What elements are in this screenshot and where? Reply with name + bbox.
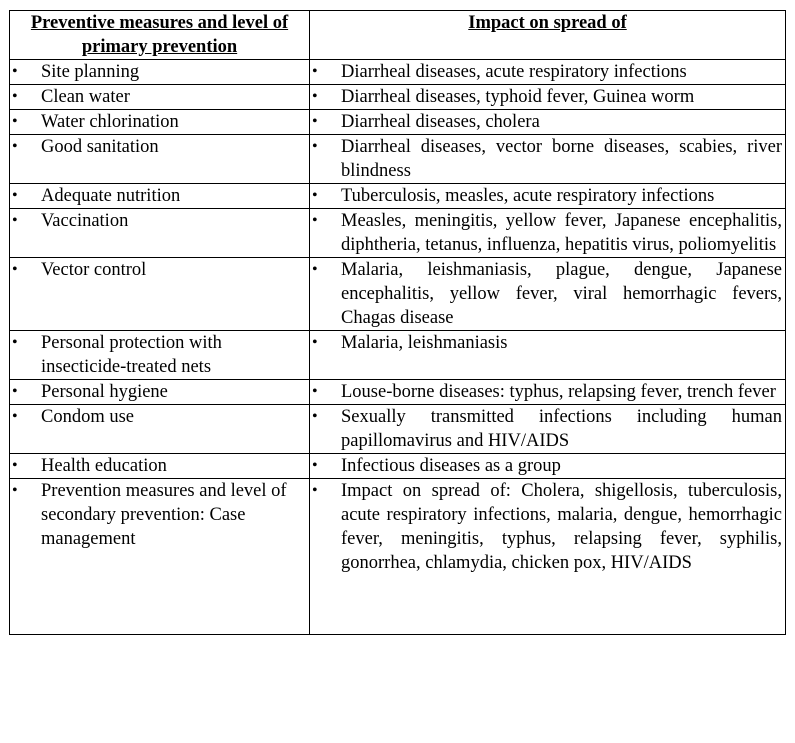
measure-text: Condom use — [41, 407, 135, 427]
header-preventive-measures — [10, 11, 310, 60]
measure-text: Site planning — [41, 62, 140, 82]
bullet-item — [10, 209, 309, 233]
table-row — [10, 454, 786, 479]
bullet-item — [310, 85, 785, 109]
impact-text: Infectious diseases as a group — [341, 456, 561, 476]
bullet-item — [10, 454, 309, 478]
impact-text: Impact on spread of: Cholera, shigellosis, tuberculosis, acute respiratory infections, malaria, dengue, hemorrhagic fever, meningitis, typhus, relapsing fever, syphilis, gonorrhea, chlamydia, chicken pox, HIV/AIDS — [341, 481, 782, 573]
table-row — [10, 405, 786, 454]
bullet-item — [10, 110, 309, 134]
bullet-item — [10, 184, 309, 208]
bullet-icon: • — [312, 138, 318, 155]
measure-cell — [10, 85, 310, 110]
bullet-icon: • — [12, 482, 18, 499]
measure-cell — [10, 209, 310, 258]
bullet-icon: • — [312, 187, 318, 204]
bullet-item — [310, 454, 785, 478]
bullet-item — [10, 479, 309, 551]
table-body — [10, 60, 786, 635]
table-header-row — [10, 11, 786, 60]
bullet-item — [310, 479, 785, 575]
impact-text: Malaria, leishmaniasis — [341, 333, 508, 353]
bullet-icon: • — [12, 334, 18, 351]
table-row — [10, 380, 786, 405]
bullet-icon: • — [312, 212, 318, 229]
bullet-item — [310, 209, 785, 257]
impact-text: Diarrheal diseases, acute respiratory infections — [341, 62, 687, 82]
impact-cell — [310, 258, 786, 331]
table-row — [10, 258, 786, 331]
measure-text: Vaccination — [41, 211, 129, 231]
bullet-icon: • — [12, 457, 18, 474]
bullet-item — [10, 405, 309, 429]
bullet-icon: • — [312, 408, 318, 425]
impact-cell — [310, 454, 786, 479]
bullet-icon: • — [312, 88, 318, 105]
bullet-item — [310, 184, 785, 208]
bullet-icon: • — [312, 113, 318, 130]
bullet-item — [10, 60, 309, 84]
measure-cell — [10, 405, 310, 454]
bullet-icon: • — [12, 63, 18, 80]
measure-text: Personal hygiene — [41, 382, 168, 402]
bullet-icon: • — [12, 261, 18, 278]
bullet-item — [10, 380, 309, 404]
measure-text: Prevention measures and level of secondary prevention: Case management — [41, 481, 287, 549]
measure-text: Clean water — [41, 87, 130, 107]
measure-cell — [10, 184, 310, 209]
impact-text: Sexually transmitted infections including human papillomavirus and HIV/AIDS — [341, 407, 782, 451]
impact-cell — [310, 405, 786, 454]
impact-cell — [310, 184, 786, 209]
bullet-icon: • — [312, 482, 318, 499]
measure-cell — [10, 380, 310, 405]
bullet-item — [10, 135, 309, 159]
bullet-item — [10, 258, 309, 282]
measure-text: Adequate nutrition — [41, 186, 181, 206]
impact-cell — [310, 479, 786, 635]
table-row — [10, 85, 786, 110]
table-row — [10, 209, 786, 258]
impact-cell — [310, 209, 786, 258]
measure-text: Vector control — [41, 260, 147, 280]
measure-cell — [10, 60, 310, 85]
measure-text: Water chlorination — [41, 112, 179, 132]
bullet-icon: • — [12, 383, 18, 400]
bullet-icon: • — [312, 261, 318, 278]
bullet-icon: • — [12, 113, 18, 130]
table-row — [10, 60, 786, 85]
impact-cell — [310, 331, 786, 380]
bullet-icon: • — [312, 383, 318, 400]
impact-text: Louse-borne diseases: typhus, relapsing fever, trench fever — [341, 382, 776, 402]
measure-text: Personal protection with insecticide-treated nets — [41, 333, 222, 377]
impact-text: Tuberculosis, measles, acute respiratory infections — [341, 186, 715, 206]
bullet-item — [10, 85, 309, 109]
table-row — [10, 479, 786, 635]
bullet-icon: • — [12, 187, 18, 204]
table-row — [10, 184, 786, 209]
header-impact-on-spread-label: Impact on spread of — [468, 13, 627, 33]
impact-text: Diarrheal diseases, cholera — [341, 112, 540, 132]
impact-cell — [310, 110, 786, 135]
bullet-item — [310, 380, 785, 404]
bullet-icon: • — [312, 457, 318, 474]
bullet-icon: • — [12, 138, 18, 155]
bullet-icon: • — [12, 212, 18, 229]
bullet-item — [310, 405, 785, 453]
table-row — [10, 135, 786, 184]
header-impact-on-spread — [310, 11, 786, 60]
impact-text: Measles, meningitis, yellow fever, Japanese encephalitis, diphtheria, tetanus, influenza, hepatitis virus, poliomyelitis — [341, 211, 782, 255]
measure-text: Good sanitation — [41, 137, 159, 157]
measure-cell — [10, 454, 310, 479]
bullet-item — [10, 331, 309, 379]
measure-cell — [10, 110, 310, 135]
bullet-item — [310, 110, 785, 134]
measure-cell — [10, 331, 310, 380]
bullet-icon: • — [312, 334, 318, 351]
impact-cell — [310, 85, 786, 110]
bullet-item — [310, 258, 785, 330]
bullet-item — [310, 60, 785, 84]
bullet-item — [310, 331, 785, 355]
impact-cell — [310, 135, 786, 184]
impact-text: Malaria, leishmaniasis, plague, dengue, Japanese encephalitis, yellow fever, viral hemorrhagic fevers, Chagas disease — [341, 260, 782, 328]
bullet-icon: • — [12, 88, 18, 105]
measure-text: Health education — [41, 456, 167, 476]
impact-text: Diarrheal diseases, typhoid fever, Guinea worm — [341, 87, 695, 107]
impact-cell — [310, 380, 786, 405]
bullet-icon: • — [312, 63, 318, 80]
header-preventive-measures-label: Preventive measures and level of primary prevention — [30, 13, 289, 57]
measure-cell — [10, 135, 310, 184]
table-row — [10, 110, 786, 135]
measure-cell — [10, 258, 310, 331]
measure-cell — [10, 479, 310, 635]
table-row — [10, 331, 786, 380]
bullet-icon: • — [12, 408, 18, 425]
bullet-item — [310, 135, 785, 183]
impact-text: Diarrheal diseases, vector borne diseases, scabies, river blindness — [341, 137, 782, 181]
prevention-table — [9, 10, 786, 635]
impact-cell — [310, 60, 786, 85]
